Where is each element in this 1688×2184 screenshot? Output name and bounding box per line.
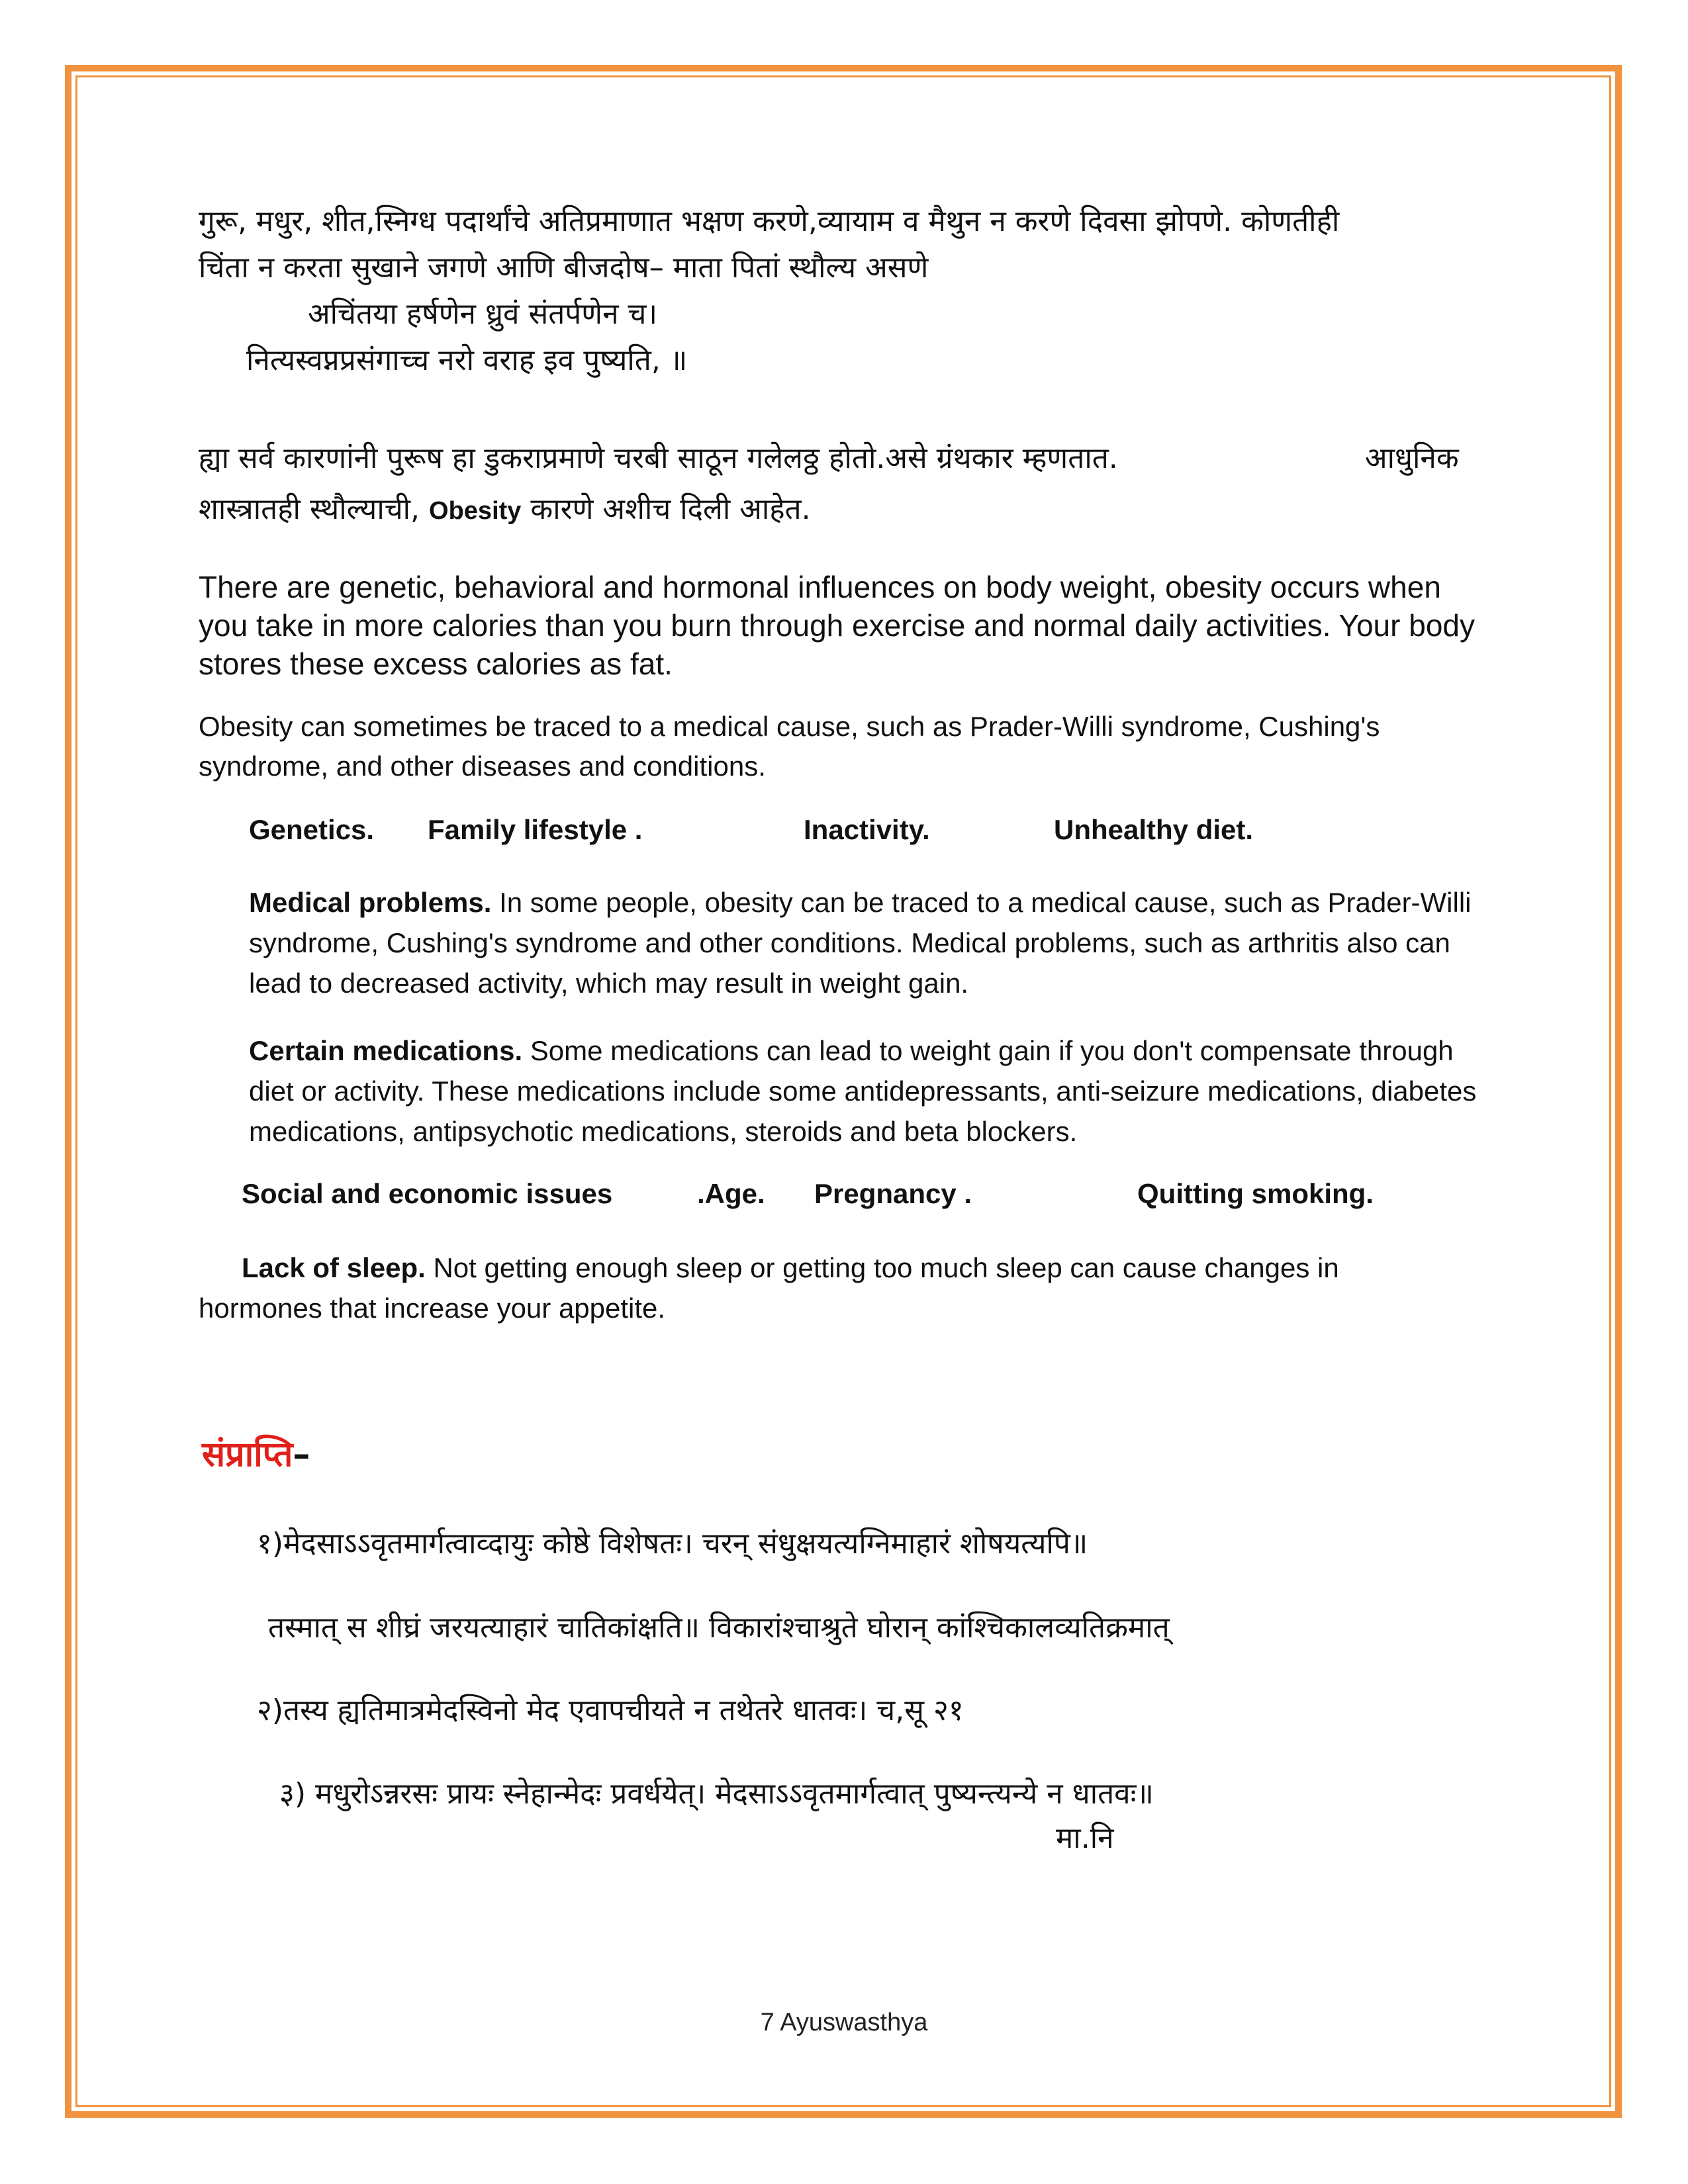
marathi-line-2: चिंता न करता सुखाने जगणे आणि बीजदोष– माता पितां स्थौल्य असणे xyxy=(199,251,929,285)
verse-line-1: अचिंतया हर्षणेन ध्रुवं संतर्पणेन च। xyxy=(308,297,658,331)
samprapti-heading-dash: – xyxy=(293,1435,310,1475)
samprapti-shloka-1: १)मेदसाऽऽवृतमार्गत्वाव्दायुः कोष्ठे विशेषतः। चरन् संधुक्षयत्यग्निमाहारं शोषयत्यपि॥ xyxy=(257,1527,1088,1561)
cause-family-lifestyle: Family lifestyle . xyxy=(428,814,643,845)
marathi-line-4-b: कारणे अशीच दिली आहेत. xyxy=(521,492,811,526)
marathi-line-3-right: आधुनिक xyxy=(1365,441,1459,475)
lack-of-sleep-title: Lack of sleep. xyxy=(242,1252,426,1283)
cause-inactivity: Inactivity. xyxy=(804,814,930,845)
samprapti-shloka-2: तस्मात् स शीघ्रं जरयत्याहारं चातिकांक्षति॥ विकारांश्चाश्रुते घोरान् कांश्चिकालव्यतिक्रमात् xyxy=(268,1611,1170,1645)
certain-medications-title: Certain medications. xyxy=(249,1035,523,1066)
cause-unhealthy-diet: Unhealthy diet. xyxy=(1054,814,1254,845)
samprapti-shloka-4: ३) मधुरोऽन्नरसः प्रायः स्नेहान्मेदः प्रवर्धयेत्। मेदसाऽऽवृतमार्गत्वात् पुष्यन्त्यन्ये न धातवः॥ xyxy=(279,1777,1154,1811)
verse-line-2: नित्यस्वप्नप्रसंगाच्च नरो वराह इव पुष्यति, ॥ xyxy=(246,343,688,377)
medical-problems-title: Medical problems. xyxy=(249,887,492,918)
samprapti-shloka-3: २)तस्य ह्यतिमात्रमेदस्विनो मेद एवापचीयते न तथेतरे धातवः। च,सू २१ xyxy=(257,1694,964,1727)
cause-pregnancy: Pregnancy . xyxy=(814,1178,972,1209)
medical-problems-text: In some people, obesity can be traced to a medical cause, such as Prader-Willi syndrome, Cushing's syndrome and other conditions. Medical problems, such as arthritis also can lead to decreased activity, which may result in weight gain. xyxy=(249,887,1472,999)
page-footer: 7 Ayuswasthya xyxy=(760,2009,928,2036)
samprapti-heading-text: संप्राप्ति xyxy=(202,1435,293,1475)
samprapti-heading xyxy=(202,1430,310,1477)
cause-social-economic: Social and economic issues xyxy=(242,1178,613,1209)
cause-genetics: Genetics. xyxy=(249,814,375,845)
cause-quitting-smoking: Quitting smoking. xyxy=(1137,1178,1374,1209)
english-paragraph-2: Obesity can sometimes be traced to a medical cause, such as Prader-Willi syndrome, Cushing's syndrome, and other diseases and conditions. xyxy=(199,711,1380,782)
obesity-word: Obesity xyxy=(429,497,522,525)
marathi-line-3 xyxy=(199,430,1459,486)
marathi-line-1: गुरू, मधुर, शीत,स्निग्ध पदार्थांचे अतिप्रमाणात भक्षण करणे,व्यायाम व मैथुन न करणे दिवसा झोपणे. कोणतीही xyxy=(199,205,1340,238)
samprapti-source: मा.नि xyxy=(1056,1821,1114,1855)
marathi-line-4 xyxy=(199,486,1118,534)
certain-medications-paragraph xyxy=(249,1030,1480,1152)
marathi-line-4-a: शास्त्रातही स्थौल्याची, xyxy=(199,492,430,526)
cause-age: .Age. xyxy=(697,1178,765,1209)
english-paragraph-1: There are genetic, behavioral and hormonal influences on body weight, obesity occurs when you take in more calories than you burn through exercise and normal daily activities. Your body stores these excess calories as fat. xyxy=(199,570,1475,681)
marathi-modern-paragraph xyxy=(199,430,1459,534)
marathi-line-3-text: ह्या सर्व कारणांनी पुरूष हा डुकराप्रमाणे चरबी साठून गलेलठ्ठ होतो.असे ग्रंथकार म्हणतात. xyxy=(199,441,1118,475)
medical-problems-paragraph xyxy=(249,882,1480,1003)
certain-medications-text: Some medications can lead to weight gain if you don't compensate through diet or activity. These medications include some antidepressants, anti-seizure medications, diabetes medications, antipsychotic medications, steroids and beta blockers. xyxy=(249,1035,1477,1147)
marathi-causes-paragraph xyxy=(199,199,1339,384)
lack-of-sleep-text: Not getting enough sleep or getting too much sleep can cause changes in hormones that increase your appetite. xyxy=(199,1252,1339,1324)
lack-of-sleep-paragraph xyxy=(199,1248,1456,1328)
